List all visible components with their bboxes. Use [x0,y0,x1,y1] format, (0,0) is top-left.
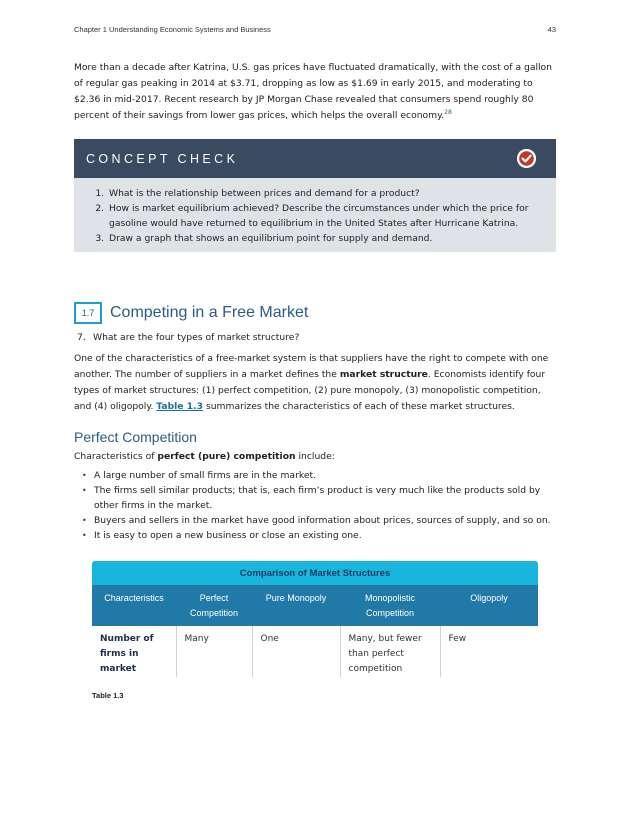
column-header: Characteristics [92,585,176,626]
list-item: • Buyers and sellers in the market have good information about prices, sources of supply, and so on. [94,513,556,528]
market-structures-table [92,561,538,677]
table-row [92,626,538,677]
list-item: • A large number of small firms are in the market. [94,468,556,483]
learning-objective [74,330,556,346]
footnote-link[interactable]: 28 [444,108,452,116]
objective-text: What are the four types of market structure? [93,332,300,343]
table-cell: One [252,626,340,677]
page-number: 43 [547,25,556,34]
concept-check-header [74,139,556,178]
intro-paragraph: More than a decade after Katrina, U.S. gas prices have fluctuated dramatically, with the cost of a gallon of regular gas peaking in 2014 at $3.71, dropping as low as $1.69 in early 2015, and moderating to $2.36 in mid-2017. Recent research by JP Morgan Chase revealed that consumers spend roughly 80 percent of their savings from lower gas prices, which helps the overall economy.$^{28}$ [74,62,553,121]
section-number: 1.7 [74,302,102,324]
row-header-cell: Number of firms in market [92,626,176,677]
column-header: Perfect Competition [176,585,252,626]
chapter-title: Chapter 1 Understanding Economic Systems and Business [74,25,271,34]
list-item: • It is easy to open a new business or close an existing one. [94,528,556,543]
objective-number: 7. [77,332,86,343]
column-header: Monopolistic Competition [340,585,440,626]
page-content [74,60,556,700]
concept-check-body [74,178,556,252]
concept-check-item: 1. What is the relationship between prices and demand for a product? [107,186,542,201]
key-term-perfect-competition: perfect (pure) competition [157,451,296,462]
list-item: • The firms sell similar products; that is, each firm’s product is very much like the products sold by other firms in the market. [94,483,556,513]
table-cell: Many, but fewer than perfect competition [340,626,440,677]
concept-check-item: 3. Draw a graph that shows an equilibrium point for supply and demand. [107,231,542,246]
checkmark-icon [517,149,536,168]
market-structure-paragraph: One of the characteristics of a free-market system is that suppliers have the right to compete with one another. The number of suppliers in a market defines the market structure. Economists identify four types of market structures: (1) perfect competition, (2) pure monopoly, (3) monopolistic competition, and (4) oligopoly. Table 1.3 summarizes the characteristics of each of these market structures. [74,353,549,412]
concept-check-box [74,139,556,252]
concept-check-list [90,186,542,246]
table-cell: Many [176,626,252,677]
page-header [74,25,556,34]
table-cell: Few [448,634,467,644]
key-term-market-structure: market structure [339,369,428,380]
table-1-3-link[interactable]: Table 1.3 [156,401,204,412]
column-header: Pure Monopoly [252,585,340,626]
characteristics-list [74,468,556,543]
table-title: Comparison of Market Structures [92,561,538,585]
table-caption: Table 1.3 [92,691,124,700]
section-title: Competing in a Free Market [110,304,309,321]
section-heading [74,302,556,324]
concept-check-item: 2. How is market equilibrium achieved? Describe the circumstances under which the price for gasoline would have returned to equilibrium in the United States after Hurricane Katrina. [107,201,542,231]
perfect-competition-lead: Characteristics of perfect (pure) competition include: [74,451,335,462]
perfect-competition-heading: Perfect Competition [74,429,197,445]
column-header: Oligopoly [440,585,538,626]
concept-check-title: CONCEPT CHECK [86,151,239,166]
